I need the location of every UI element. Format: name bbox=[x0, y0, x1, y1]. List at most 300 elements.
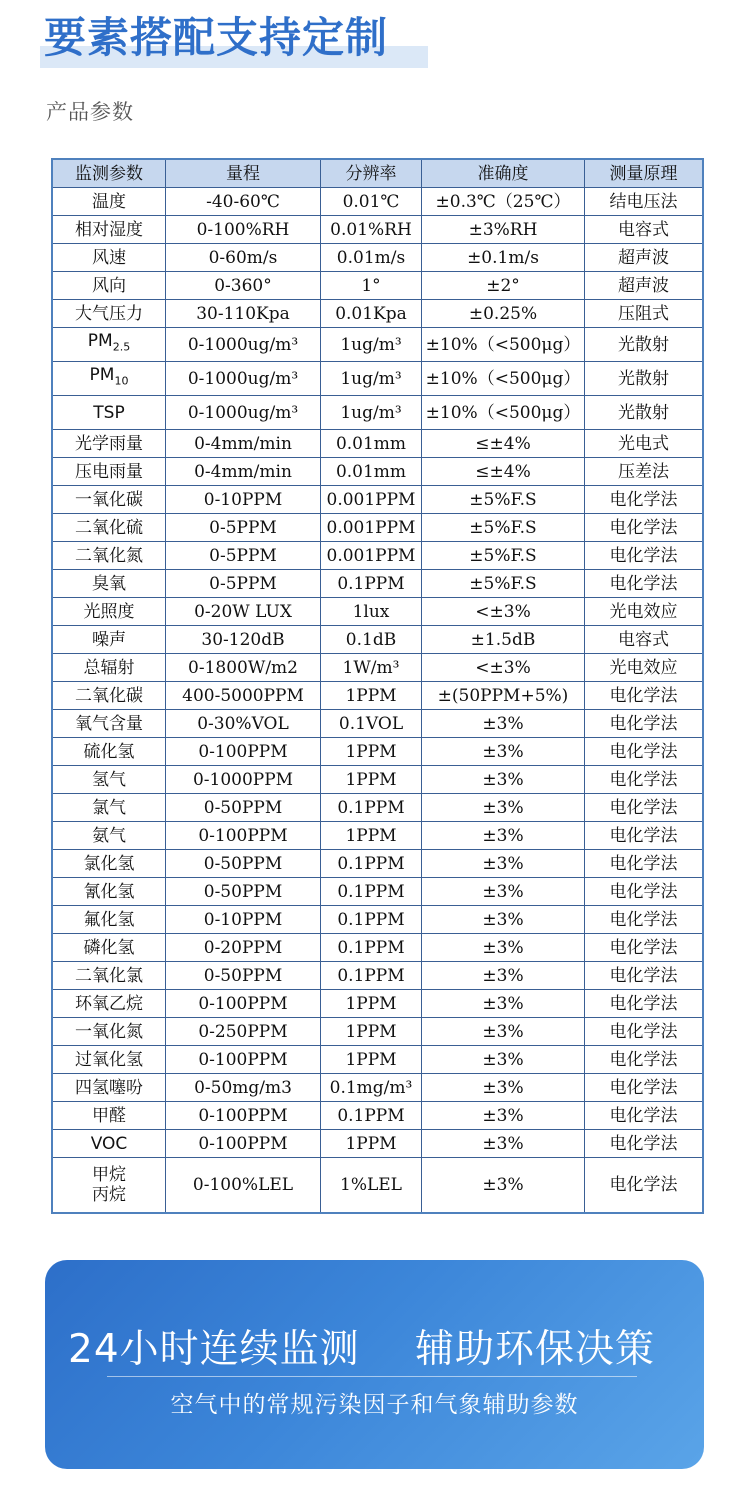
table-cell bbox=[585, 626, 704, 654]
cell-text: 0.01mm bbox=[335, 461, 407, 482]
table-row bbox=[52, 682, 703, 710]
cell-text: 一氧化碳 bbox=[75, 489, 143, 510]
cell-text: ≤±4% bbox=[475, 433, 531, 454]
table-row bbox=[52, 934, 703, 962]
cell-text: 0.01m/s bbox=[336, 247, 406, 268]
table-cell bbox=[166, 1074, 321, 1102]
table-cell bbox=[166, 570, 321, 598]
table-cell bbox=[166, 934, 321, 962]
table-row bbox=[52, 626, 703, 654]
cell-text: 0-10PPM bbox=[203, 489, 283, 510]
cell-text: VOC bbox=[90, 1133, 128, 1154]
table-cell bbox=[52, 626, 166, 654]
table-cell bbox=[422, 682, 585, 710]
cell-text: ±0.3℃（25℃） bbox=[435, 191, 571, 212]
table-cell bbox=[422, 244, 585, 272]
cell-text: 电化学法 bbox=[609, 545, 678, 566]
cell-text: 0-1000ug/m³ bbox=[187, 402, 299, 423]
table-row bbox=[52, 1074, 703, 1102]
cell-text: 压电雨量 bbox=[75, 461, 143, 482]
cell-text: 0.001PPM bbox=[326, 489, 416, 510]
table-cell bbox=[321, 990, 422, 1018]
cell-text: 电化学法 bbox=[609, 1049, 678, 1070]
cell-text: 电化学法 bbox=[609, 489, 678, 510]
cell-text: ±10%（<500μg） bbox=[425, 368, 581, 389]
table-cell bbox=[321, 1130, 422, 1158]
cell-text: 结电压法 bbox=[609, 191, 678, 212]
table-row bbox=[52, 396, 703, 430]
cell-text: ±3% bbox=[482, 881, 524, 902]
cell-text: 电化学法 bbox=[609, 1077, 678, 1098]
cell-text: 电化学法 bbox=[609, 1105, 678, 1126]
cell-text: 电化学法 bbox=[609, 937, 678, 958]
cell-text: 电化学法 bbox=[609, 573, 678, 594]
table-cell bbox=[166, 188, 321, 216]
table-cell bbox=[166, 458, 321, 486]
table-cell bbox=[585, 272, 704, 300]
table-row bbox=[52, 962, 703, 990]
table-cell bbox=[52, 598, 166, 626]
cell-text: 压阻式 bbox=[618, 303, 669, 324]
table-cell bbox=[52, 362, 166, 396]
cell-text: 1PPM bbox=[345, 1049, 397, 1070]
table-row bbox=[52, 654, 703, 682]
table-cell bbox=[321, 272, 422, 300]
table-cell bbox=[422, 906, 585, 934]
table-row bbox=[52, 1130, 703, 1158]
table-cell bbox=[52, 1046, 166, 1074]
table-cell bbox=[52, 1074, 166, 1102]
cell-text: 0-5PPM bbox=[209, 545, 277, 566]
table-row bbox=[52, 766, 703, 794]
cell-text: 氧气含量 bbox=[75, 713, 143, 734]
table-cell bbox=[321, 188, 422, 216]
table-row bbox=[52, 990, 703, 1018]
cell-text: 过氧化氢 bbox=[75, 1049, 143, 1070]
cell-text: PM bbox=[87, 331, 113, 352]
table-cell bbox=[52, 430, 166, 458]
cell-text: 臭氧 bbox=[92, 573, 126, 594]
table-cell bbox=[166, 272, 321, 300]
table-cell bbox=[52, 300, 166, 328]
cell-text: 电容式 bbox=[618, 219, 669, 240]
cell-text: ±3% bbox=[482, 825, 524, 846]
cell-text: 甲醛 bbox=[92, 1105, 126, 1126]
table-cell bbox=[585, 244, 704, 272]
table-cell bbox=[422, 300, 585, 328]
table-cell bbox=[166, 990, 321, 1018]
table-row bbox=[52, 878, 703, 906]
table-cell bbox=[585, 598, 704, 626]
table-cell bbox=[585, 542, 704, 570]
cell-text: 1PPM bbox=[345, 685, 397, 706]
table-cell bbox=[321, 766, 422, 794]
table-cell bbox=[422, 362, 585, 396]
cell-text: 电化学法 bbox=[609, 881, 678, 902]
cell-text: 0-50PPM bbox=[203, 881, 283, 902]
table-cell bbox=[166, 396, 321, 430]
cell-text: 0-1000ug/m³ bbox=[187, 368, 299, 389]
table-cell bbox=[321, 1018, 422, 1046]
table-cell bbox=[422, 514, 585, 542]
cell-text: 电化学法 bbox=[609, 1021, 678, 1042]
table-cell bbox=[166, 542, 321, 570]
cell-text: ±5%F.S bbox=[469, 517, 537, 538]
column-header: 分辨率 bbox=[321, 159, 422, 188]
cell-text: 电化学法 bbox=[609, 713, 678, 734]
cell-text: ±3% bbox=[482, 993, 524, 1014]
cell-text: ±10%（<500μg） bbox=[425, 402, 581, 423]
table-cell bbox=[52, 458, 166, 486]
cell-text: 二氧化氯 bbox=[75, 965, 143, 986]
cell-text: 0.1PPM bbox=[337, 937, 405, 958]
table-cell bbox=[585, 766, 704, 794]
table-cell bbox=[585, 300, 704, 328]
cell-text: 电化学法 bbox=[609, 993, 678, 1014]
cell-text: 1PPM bbox=[345, 1021, 397, 1042]
page-title: 要素搭配支持定制 bbox=[44, 13, 389, 62]
table-row bbox=[52, 710, 703, 738]
cell-text: 0-100%LEL bbox=[192, 1175, 294, 1195]
cell-text: 二氧化碳 bbox=[75, 685, 143, 706]
cell-text: ±3% bbox=[482, 1049, 524, 1070]
column-header: 监测参数 bbox=[52, 159, 166, 188]
table-cell bbox=[585, 1158, 704, 1214]
table-cell bbox=[422, 188, 585, 216]
cell-text: 氨气 bbox=[92, 825, 126, 846]
cell-text-second-line: 丙烷 bbox=[92, 1185, 126, 1205]
table-cell bbox=[166, 514, 321, 542]
cell-text: 磷化氢 bbox=[83, 937, 135, 958]
table-row bbox=[52, 328, 703, 362]
cell-text: ±1.5dB bbox=[470, 629, 536, 650]
table-cell bbox=[52, 216, 166, 244]
table-cell bbox=[321, 514, 422, 542]
table-cell bbox=[166, 906, 321, 934]
cell-text: 光电式 bbox=[618, 433, 669, 454]
cell-text: 电化学法 bbox=[609, 769, 678, 790]
table-cell bbox=[585, 878, 704, 906]
cell-text: 光电效应 bbox=[609, 601, 678, 622]
cell-text: 风速 bbox=[92, 247, 126, 268]
table-cell bbox=[166, 486, 321, 514]
table-cell bbox=[585, 934, 704, 962]
cell-text: -40-60℃ bbox=[206, 191, 280, 212]
table-cell bbox=[321, 1102, 422, 1130]
cell-text: 0-100PPM bbox=[198, 993, 288, 1014]
cell-text: ±3% bbox=[482, 937, 524, 958]
cell-text: 0.1PPM bbox=[337, 909, 405, 930]
cell-text: 温度 bbox=[92, 191, 126, 212]
table-cell bbox=[585, 794, 704, 822]
table-cell bbox=[422, 328, 585, 362]
table-cell bbox=[422, 216, 585, 244]
banner-left-text: 24小时连续监测 bbox=[68, 1327, 360, 1372]
table-cell bbox=[52, 682, 166, 710]
cell-text: 0-100%RH bbox=[196, 219, 290, 240]
cell-text: 0.1PPM bbox=[337, 881, 405, 902]
table-cell bbox=[52, 396, 166, 430]
cell-text: 0-1000PPM bbox=[192, 769, 294, 790]
cell-text: 0-1000ug/m³ bbox=[187, 334, 299, 355]
table-cell bbox=[52, 962, 166, 990]
cell-subscript: 2.5 bbox=[112, 340, 131, 354]
table-cell bbox=[321, 362, 422, 396]
table-cell bbox=[166, 598, 321, 626]
banner-subtext: 空气中的常规污染因子和气象辅助参数 bbox=[170, 1392, 579, 1418]
table-cell bbox=[422, 458, 585, 486]
table-cell bbox=[422, 598, 585, 626]
table-cell bbox=[321, 934, 422, 962]
table-cell bbox=[585, 514, 704, 542]
cell-text: 0.01mm bbox=[335, 433, 407, 454]
table-row bbox=[52, 300, 703, 328]
cell-text: 1ug/m³ bbox=[340, 334, 402, 355]
table-cell bbox=[422, 962, 585, 990]
cell-text: ±3% bbox=[482, 853, 524, 874]
table-cell bbox=[52, 878, 166, 906]
table-body bbox=[52, 188, 703, 1214]
table-row bbox=[52, 1046, 703, 1074]
table-cell bbox=[422, 542, 585, 570]
table-cell bbox=[166, 962, 321, 990]
table-cell bbox=[52, 570, 166, 598]
column-header: 测量原理 bbox=[585, 159, 704, 188]
cell-text: 0-250PPM bbox=[198, 1021, 288, 1042]
cell-text: ±3% bbox=[482, 741, 524, 762]
feature-banner bbox=[45, 1260, 704, 1469]
cell-text: 氢气 bbox=[92, 769, 126, 790]
cell-text: 二氧化氮 bbox=[75, 545, 143, 566]
cell-text: ±5%F.S bbox=[469, 573, 537, 594]
cell-text: 电化学法 bbox=[609, 741, 678, 762]
table-cell bbox=[321, 430, 422, 458]
cell-text: 电化学法 bbox=[609, 517, 678, 538]
cell-text: 甲烷 bbox=[92, 1165, 126, 1185]
cell-text: 0.01℃ bbox=[342, 191, 400, 212]
table-cell bbox=[585, 962, 704, 990]
cell-text: 光散射 bbox=[618, 334, 669, 355]
table-cell bbox=[166, 328, 321, 362]
cell-text: 相对湿度 bbox=[75, 219, 143, 240]
table-cell bbox=[321, 300, 422, 328]
table-cell bbox=[52, 1018, 166, 1046]
table-cell bbox=[585, 1018, 704, 1046]
cell-text: 电化学法 bbox=[609, 909, 678, 930]
cell-text: ±5%F.S bbox=[469, 545, 537, 566]
table-cell bbox=[321, 906, 422, 934]
table-row bbox=[52, 598, 703, 626]
table-cell bbox=[52, 766, 166, 794]
table-cell bbox=[422, 1046, 585, 1074]
table-cell bbox=[585, 430, 704, 458]
table-cell bbox=[422, 990, 585, 1018]
table-cell bbox=[585, 1046, 704, 1074]
table-cell bbox=[321, 682, 422, 710]
table-cell bbox=[321, 598, 422, 626]
cell-text: 1° bbox=[361, 275, 381, 296]
table-cell bbox=[422, 710, 585, 738]
cell-text: 0-360° bbox=[214, 275, 272, 296]
cell-text: ±(50PPM+5%) bbox=[437, 685, 569, 706]
cell-text: 超声波 bbox=[618, 247, 669, 268]
table-cell bbox=[166, 850, 321, 878]
cell-text: <±3% bbox=[475, 657, 531, 678]
cell-text: 1PPM bbox=[345, 769, 397, 790]
table-cell bbox=[52, 188, 166, 216]
table-cell bbox=[166, 822, 321, 850]
table-cell bbox=[422, 934, 585, 962]
cell-text: 光学雨量 bbox=[75, 433, 143, 454]
cell-text: 1W/m³ bbox=[342, 657, 400, 678]
cell-text: ±0.1m/s bbox=[467, 247, 539, 268]
cell-text: ±3% bbox=[482, 1021, 524, 1042]
cell-text: 0.001PPM bbox=[326, 517, 416, 538]
table-row bbox=[52, 542, 703, 570]
table-cell bbox=[585, 188, 704, 216]
cell-text: 0-5PPM bbox=[209, 517, 277, 538]
table-row bbox=[52, 850, 703, 878]
cell-text: 氰化氢 bbox=[83, 881, 135, 902]
table-row bbox=[52, 570, 703, 598]
cell-text: 30-110Kpa bbox=[196, 303, 290, 324]
cell-text: 1ug/m³ bbox=[340, 368, 402, 389]
table-cell bbox=[321, 1074, 422, 1102]
table-cell bbox=[52, 654, 166, 682]
table-cell bbox=[585, 458, 704, 486]
section-subtitle: 产品参数 bbox=[46, 100, 134, 124]
cell-text: 氯气 bbox=[92, 797, 126, 818]
cell-text: <±3% bbox=[475, 601, 531, 622]
table-cell bbox=[321, 710, 422, 738]
cell-text: 超声波 bbox=[618, 275, 669, 296]
table-cell bbox=[52, 710, 166, 738]
table-cell bbox=[52, 738, 166, 766]
cell-text: ±5%F.S bbox=[469, 489, 537, 510]
table-cell bbox=[166, 682, 321, 710]
cell-text: 0-30%VOL bbox=[197, 713, 289, 734]
cell-text: 0-100PPM bbox=[198, 1133, 288, 1154]
table-cell bbox=[166, 626, 321, 654]
cell-text: 0-60m/s bbox=[208, 247, 278, 268]
table-row bbox=[52, 1158, 703, 1214]
table-cell bbox=[52, 990, 166, 1018]
table-cell bbox=[166, 1018, 321, 1046]
cell-text: 一氧化氮 bbox=[75, 1021, 143, 1042]
table-cell bbox=[52, 1158, 166, 1214]
cell-text: 氟化氢 bbox=[83, 909, 135, 930]
cell-text: 0-100PPM bbox=[198, 741, 288, 762]
table-cell bbox=[166, 430, 321, 458]
table-cell bbox=[166, 244, 321, 272]
table-cell bbox=[166, 1102, 321, 1130]
table-cell bbox=[422, 1130, 585, 1158]
table-row bbox=[52, 514, 703, 542]
table-cell bbox=[321, 1046, 422, 1074]
cell-text: 电化学法 bbox=[609, 685, 678, 706]
table-cell bbox=[52, 794, 166, 822]
table-cell bbox=[422, 794, 585, 822]
cell-text: 四氢噻吩 bbox=[75, 1077, 143, 1098]
cell-text: 0.1dB bbox=[345, 629, 397, 650]
cell-text: 0-20PPM bbox=[203, 937, 283, 958]
table-cell bbox=[422, 570, 585, 598]
table-cell bbox=[52, 906, 166, 934]
cell-text: 光电效应 bbox=[609, 657, 678, 678]
table-cell bbox=[321, 396, 422, 430]
table-cell bbox=[321, 1158, 422, 1214]
cell-text: 1PPM bbox=[345, 741, 397, 762]
cell-text: 电容式 bbox=[618, 629, 669, 650]
cell-text: 电化学法 bbox=[609, 965, 678, 986]
cell-text: 1ug/m³ bbox=[340, 402, 402, 423]
cell-text: 1PPM bbox=[345, 993, 397, 1014]
table-row bbox=[52, 430, 703, 458]
column-header: 量程 bbox=[166, 159, 321, 188]
banner-right-text: 辅助环保决策 bbox=[415, 1327, 656, 1372]
table-cell bbox=[52, 328, 166, 362]
cell-text: 0-5PPM bbox=[209, 573, 277, 594]
table-cell bbox=[52, 850, 166, 878]
cell-text: 1%LEL bbox=[340, 1175, 402, 1195]
cell-text: 氯化氢 bbox=[83, 853, 135, 874]
table-cell bbox=[422, 626, 585, 654]
table-cell bbox=[166, 1158, 321, 1214]
cell-text: 0-50PPM bbox=[203, 965, 283, 986]
table-row bbox=[52, 216, 703, 244]
cell-subscript: 10 bbox=[114, 374, 129, 388]
table-row bbox=[52, 822, 703, 850]
cell-text: 0.1VOL bbox=[338, 713, 404, 734]
table-cell bbox=[585, 654, 704, 682]
cell-text: 1PPM bbox=[345, 1133, 397, 1154]
table-cell bbox=[321, 244, 422, 272]
table-cell bbox=[585, 710, 704, 738]
table-cell bbox=[52, 822, 166, 850]
table-cell bbox=[166, 878, 321, 906]
cell-text: 电化学法 bbox=[609, 1133, 678, 1154]
cell-text: 0-50mg/m3 bbox=[194, 1077, 292, 1098]
table-cell bbox=[166, 710, 321, 738]
cell-text: 光散射 bbox=[618, 402, 669, 423]
table-cell bbox=[166, 738, 321, 766]
table-cell bbox=[585, 328, 704, 362]
table-cell bbox=[585, 850, 704, 878]
cell-text: ±3% bbox=[482, 797, 524, 818]
cell-text: 电化学法 bbox=[609, 825, 678, 846]
cell-text: 0.01Kpa bbox=[335, 303, 407, 324]
table-cell bbox=[52, 514, 166, 542]
cell-text: 电化学法 bbox=[609, 797, 678, 818]
table-cell bbox=[422, 878, 585, 906]
table-cell bbox=[422, 766, 585, 794]
table-cell bbox=[585, 1102, 704, 1130]
parameter-table bbox=[51, 158, 704, 1214]
table-cell bbox=[585, 738, 704, 766]
cell-text: 0-100PPM bbox=[198, 1105, 288, 1126]
table-cell bbox=[166, 654, 321, 682]
table-cell bbox=[52, 486, 166, 514]
cell-text: ±3% bbox=[482, 1133, 524, 1154]
table-cell bbox=[321, 822, 422, 850]
table-cell bbox=[52, 934, 166, 962]
table-cell bbox=[422, 486, 585, 514]
table-cell bbox=[321, 458, 422, 486]
cell-text: 压差法 bbox=[618, 461, 669, 482]
cell-text: ≤±4% bbox=[475, 461, 531, 482]
table-cell bbox=[166, 794, 321, 822]
table-row bbox=[52, 1018, 703, 1046]
